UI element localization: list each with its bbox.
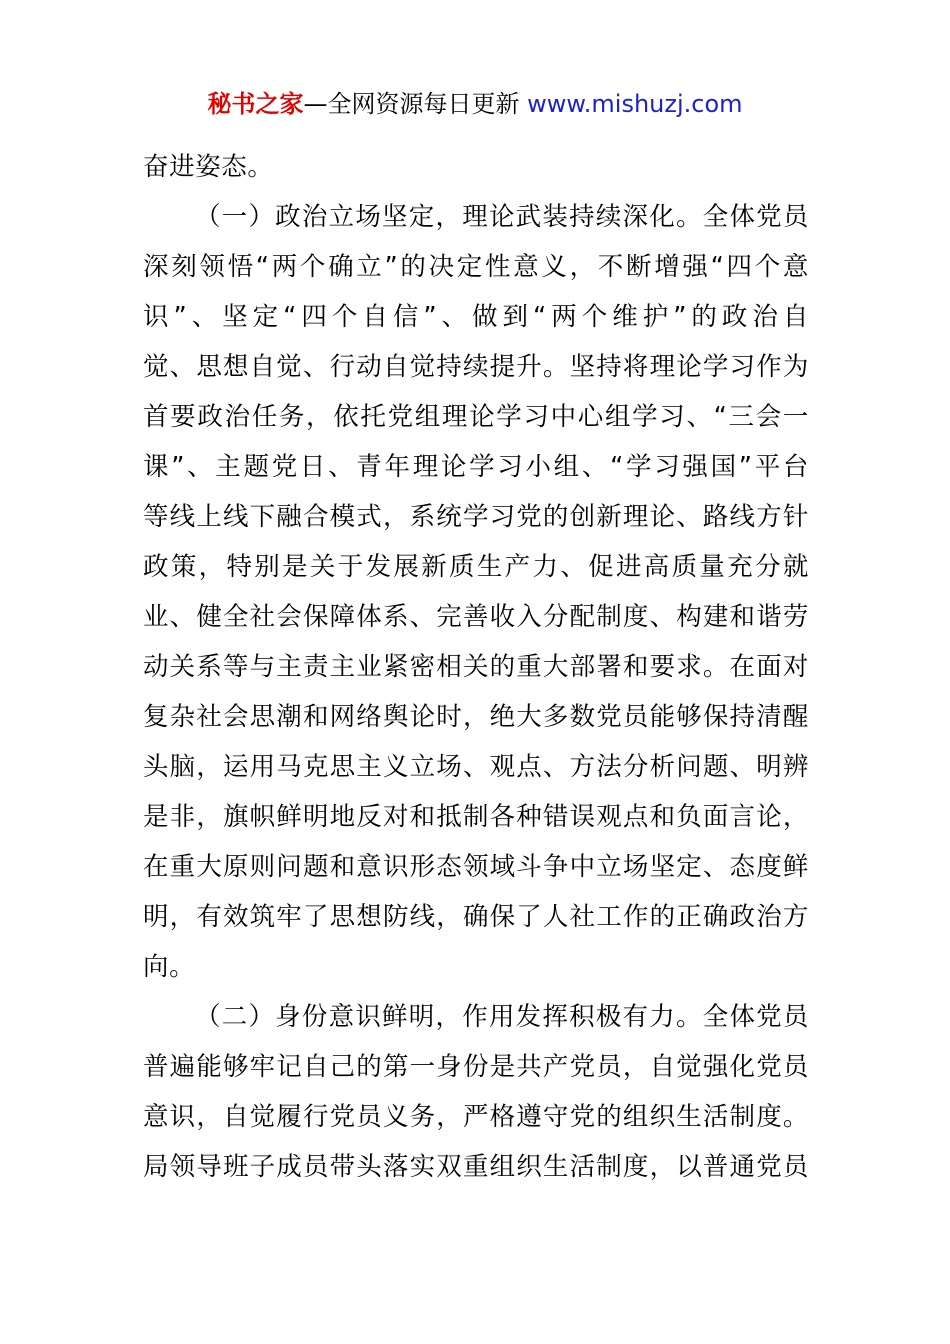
site-brand: 秘书之家 bbox=[207, 90, 304, 118]
text-line: 意识，自觉履行党员义务，严格遵守党的组织生活制度。 bbox=[143, 1102, 809, 1132]
text-line: 政策，特别是关于发展新质生产力、促进高质量充分就 bbox=[143, 552, 809, 582]
text-line: 业、健全社会保障体系、完善收入分配制度、构建和谐劳 bbox=[143, 602, 809, 632]
text-line: 首要政治任务，依托党组理论学习中心组学习、“三会一 bbox=[143, 402, 809, 432]
section-heading-line: （二）身份意识鲜明，作用发挥积极有力。全体党员 bbox=[195, 1002, 809, 1032]
text-line: 奋进姿态。 bbox=[143, 152, 274, 182]
text-line: 向。 bbox=[143, 952, 196, 982]
text-line: 在重大原则问题和意识形态领域斗争中立场坚定、态度鲜 bbox=[143, 852, 809, 882]
text-line: 识”、坚定“四个自信”、做到“两个维护”的政治自 bbox=[143, 302, 809, 332]
site-url[interactable]: www.mishuzj.com bbox=[527, 90, 743, 118]
text-line: 是非，旗帜鲜明地反对和抵制各种错误观点和负面言论， bbox=[143, 802, 809, 832]
text-line: 局领导班子成员带头落实双重组织生活制度，以普通党员 bbox=[143, 1152, 809, 1182]
text-line: 课”、主题党日、青年理论学习小组、“学习强国”平台 bbox=[143, 452, 809, 482]
text-line: 明，有效筑牢了思想防线，确保了人社工作的正确政治方 bbox=[143, 902, 809, 932]
text-line: 动关系等与主责主业紧密相关的重大部署和要求。在面对 bbox=[143, 652, 809, 682]
site-tagline: —全网资源每日更新 bbox=[303, 90, 528, 118]
text-line: 复杂社会思潮和网络舆论时，绝大多数党员能够保持清醒 bbox=[143, 702, 809, 732]
text-line: 头脑，运用马克思主义立场、观点、方法分析问题、明辨 bbox=[143, 752, 809, 782]
section-heading-line: （一）政治立场坚定，理论武装持续深化。全体党员 bbox=[195, 202, 809, 232]
document-body bbox=[143, 142, 809, 1192]
text-line: 深刻领悟“两个确立”的决定性意义，不断增强“四个意 bbox=[143, 252, 809, 282]
site-header bbox=[0, 86, 950, 122]
text-line: 等线上线下融合模式，系统学习党的创新理论、路线方针 bbox=[143, 502, 809, 532]
text-line: 觉、思想自觉、行动自觉持续提升。坚持将理论学习作为 bbox=[143, 352, 809, 382]
text-line: 普遍能够牢记自己的第一身份是共产党员，自觉强化党员 bbox=[143, 1052, 809, 1082]
